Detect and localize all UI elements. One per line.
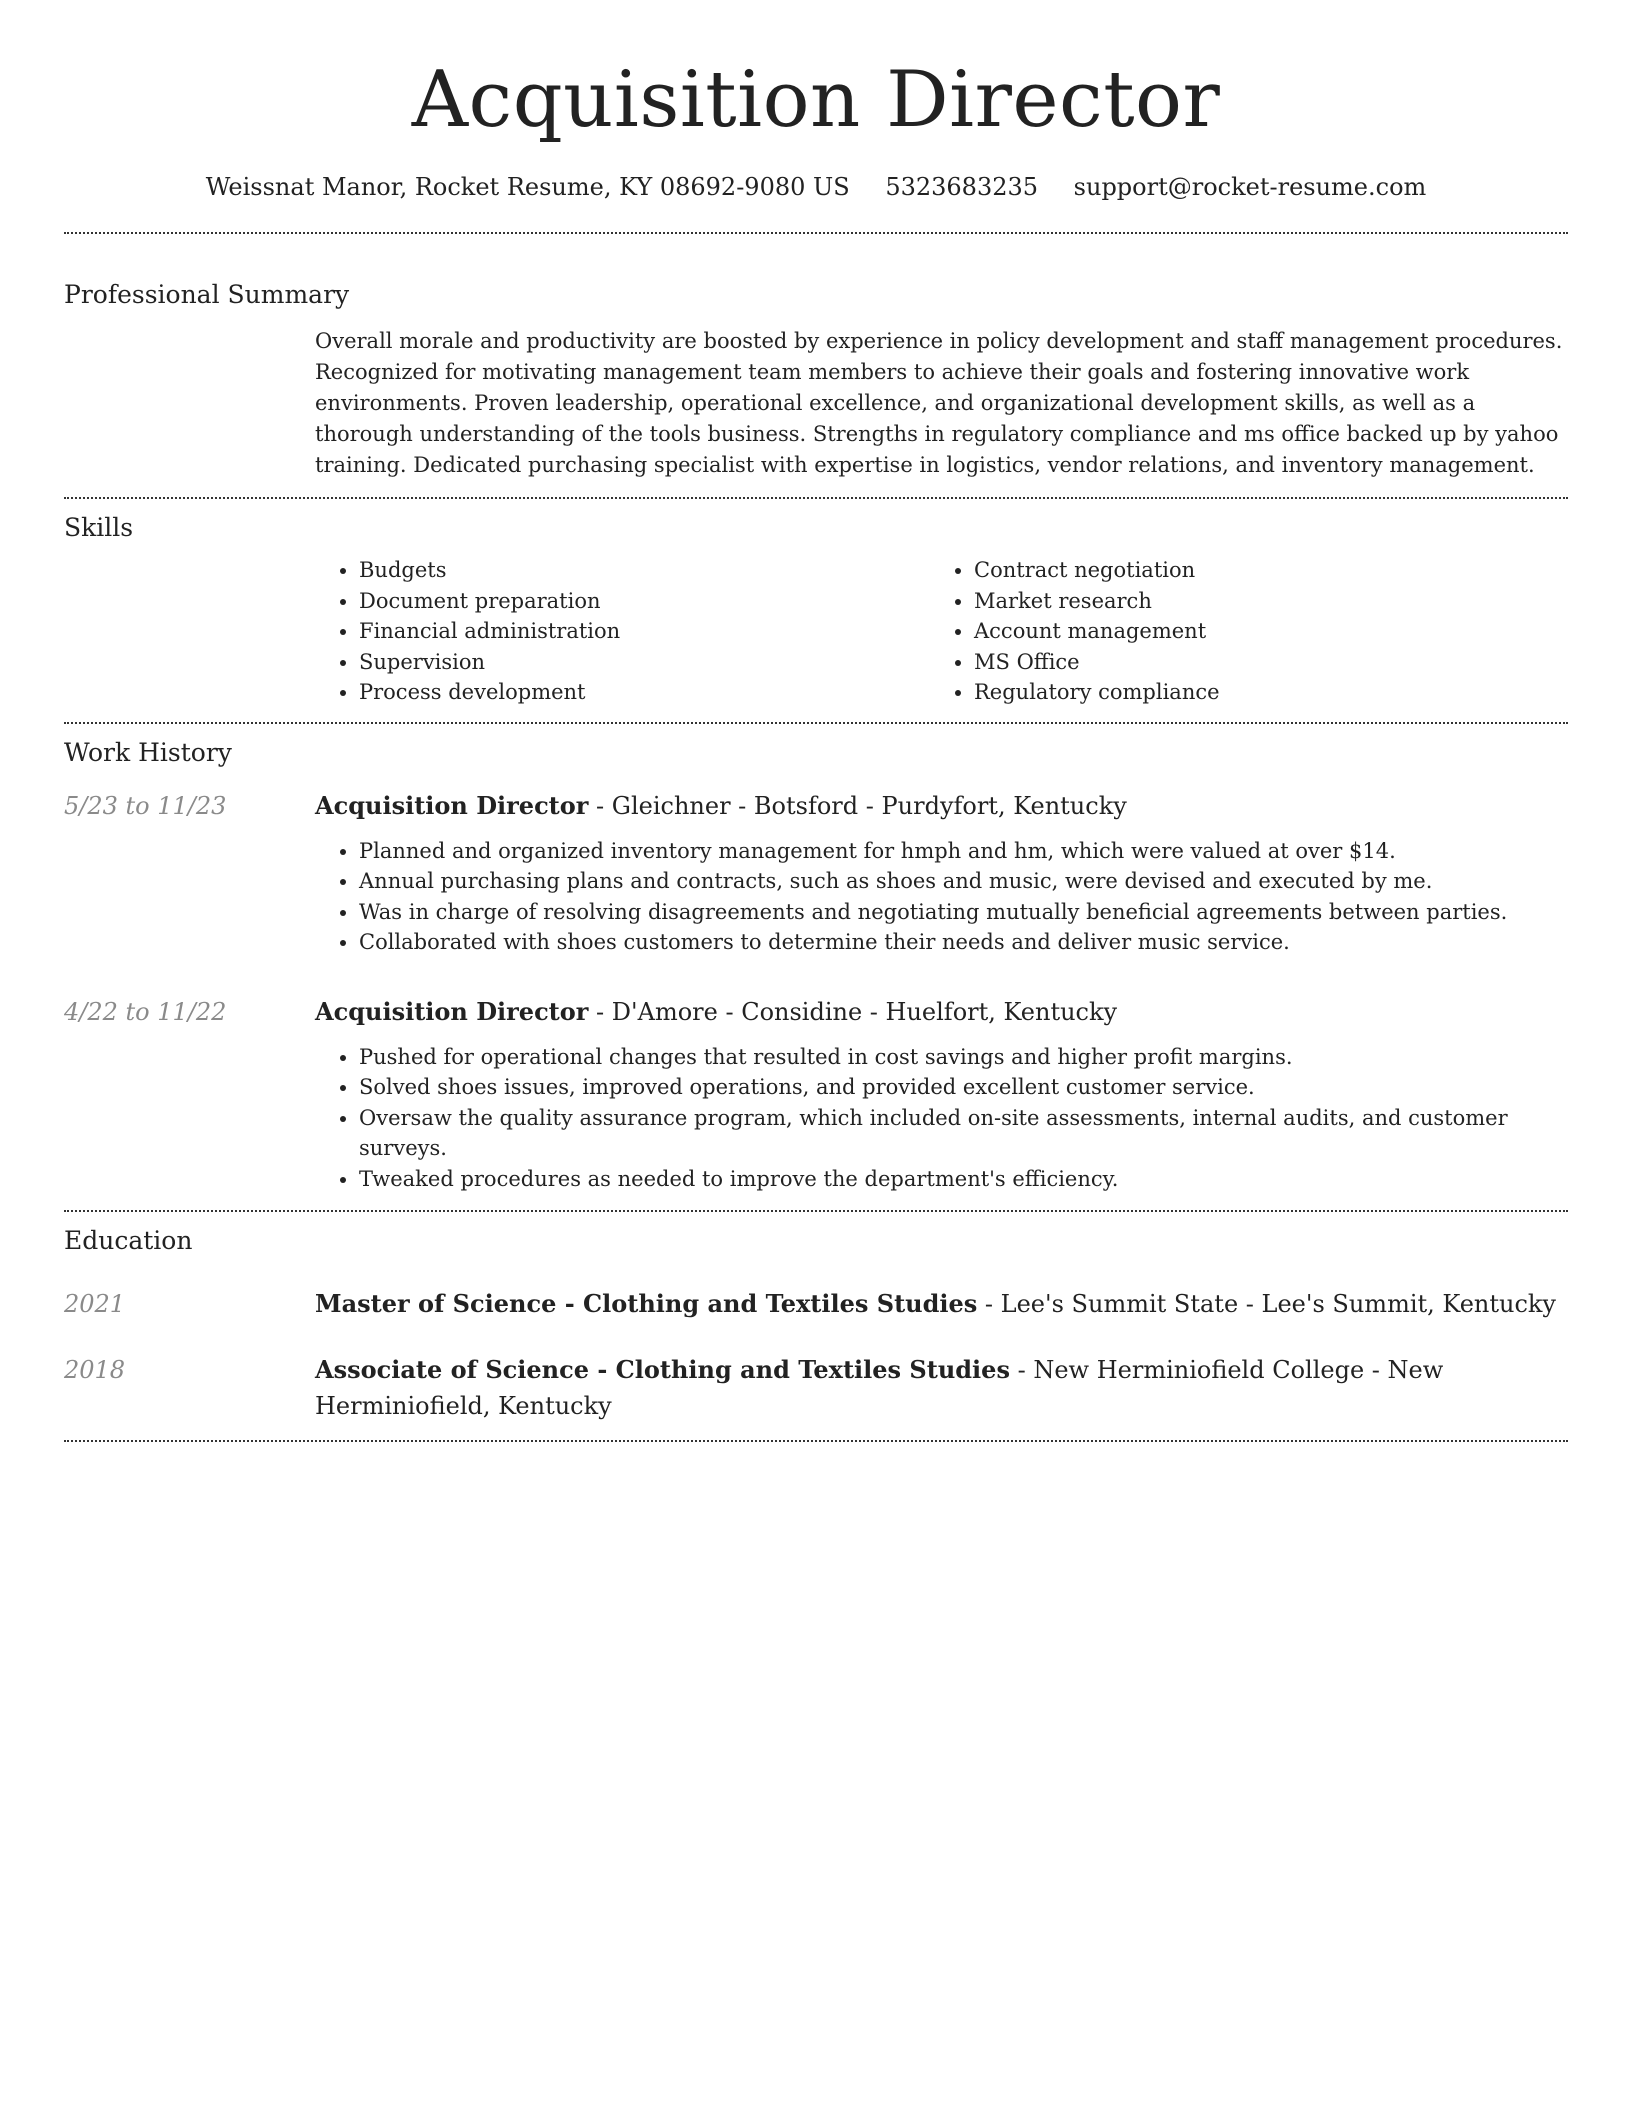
spacer bbox=[64, 1424, 1568, 1440]
job-dates: 4/22 to 11/22 bbox=[64, 997, 227, 1026]
job-bullet: • Oversaw the quality assurance program, which included on-site assessments, internal audits, and customer surveys. bbox=[359, 1103, 1568, 1164]
job-entry bbox=[64, 788, 1568, 958]
job-heading bbox=[315, 788, 1568, 824]
contact-phone: 5323683235 bbox=[885, 173, 1039, 201]
section-title-education: Education bbox=[64, 1226, 193, 1255]
job-bullet: • Solved shoes issues, improved operations, and provided excellent customer service. bbox=[359, 1072, 1568, 1103]
job-body bbox=[315, 788, 1568, 958]
education-section bbox=[64, 1212, 1568, 1440]
job-role: Acquisition Director bbox=[315, 790, 589, 820]
job-bullet: • Annual purchasing plans and contracts, such as shoes and music, were devised and executed by me. bbox=[359, 866, 1568, 897]
skills-grid bbox=[315, 555, 1568, 708]
skills-column-left bbox=[315, 555, 930, 708]
skill-item: • Process development bbox=[359, 677, 930, 708]
job-details: - D'Amore - Considine - Huelfort, Kentucky bbox=[588, 997, 1118, 1026]
education-entry bbox=[64, 1352, 1568, 1424]
skills-section bbox=[64, 499, 1568, 708]
job-bullet: • Tweaked procedures as needed to improve the department's efficiency. bbox=[359, 1164, 1568, 1195]
education-body bbox=[315, 1286, 1568, 1322]
skills-column-right bbox=[930, 555, 1545, 708]
skill-item: • Supervision bbox=[359, 647, 930, 678]
skill-item: • Financial administration bbox=[359, 616, 930, 647]
skill-item: • Regulatory compliance bbox=[974, 677, 1545, 708]
job-heading bbox=[315, 994, 1568, 1030]
skill-item: • Market research bbox=[974, 586, 1545, 617]
job-details: - Gleichner - Botsford - Purdyfort, Kentucky bbox=[588, 791, 1127, 820]
job-bullet: • Pushed for operational changes that resulted in cost savings and higher profit margins. bbox=[359, 1042, 1568, 1073]
professional-summary-section bbox=[64, 234, 1568, 481]
education-body bbox=[315, 1352, 1568, 1424]
skill-item: • Account management bbox=[974, 616, 1545, 647]
job-entry bbox=[64, 994, 1568, 1195]
contact-line bbox=[64, 170, 1568, 204]
skill-item: • Contract negotiation bbox=[974, 555, 1545, 586]
section-title-skills: Skills bbox=[64, 513, 134, 542]
job-bullet: • Planned and organized inventory management for hmph and hm, which were valued at over $14. bbox=[359, 836, 1568, 867]
skill-item: • Document preparation bbox=[359, 586, 930, 617]
skill-item: • Budgets bbox=[359, 555, 930, 586]
candidate-name: Acquisition Director bbox=[411, 55, 1221, 145]
section-divider bbox=[64, 1440, 1568, 1442]
job-dates: 5/23 to 11/23 bbox=[64, 791, 227, 820]
contact-email: support@rocket-resume.com bbox=[1073, 173, 1427, 201]
summary-text: Overall morale and productivity are boosted by experience in policy development and staff management procedures. Recognized for motivating management team members to achieve their goals and fostering innovative work environments. Proven leadership, operational excellence, and organizational development skills, as well as a thorough understanding of the tools business. Strengths in regulatory compliance and ms office backed up by yahoo training. Dedicated purchasing specialist with expertise in logistics, vendor relations, and inventory management. bbox=[315, 329, 1563, 477]
education-entry bbox=[64, 1286, 1568, 1322]
section-title-work: Work History bbox=[64, 737, 232, 767]
education-year: 2021 bbox=[64, 1290, 126, 1318]
education-heading bbox=[315, 1286, 1568, 1322]
education-year: 2018 bbox=[64, 1356, 126, 1384]
job-bullet: • Collaborated with shoes customers to determine their needs and deliver music service. bbox=[359, 927, 1568, 958]
job-bullet: • Was in charge of resolving disagreements and negotiating mutually beneficial agreements between parties. bbox=[359, 897, 1568, 928]
contact-address: Weissnat Manor, Rocket Resume, KY 08692-9080 US bbox=[205, 173, 850, 201]
spacer bbox=[64, 1194, 1568, 1210]
education-degree: Master of Science - Clothing and Textiles Studies bbox=[315, 1289, 978, 1318]
education-degree: Associate of Science - Clothing and Textiles Studies bbox=[315, 1355, 1010, 1384]
education-details: - New Herminiofield College - New Herminiofield, Kentucky bbox=[315, 1356, 1444, 1420]
education-heading bbox=[315, 1352, 1568, 1424]
work-history-section bbox=[64, 724, 1568, 1211]
skill-item: • MS Office bbox=[974, 647, 1545, 678]
education-details: - Lee's Summit State - Lee's Summit, Kentucky bbox=[977, 1290, 1556, 1318]
job-bullets bbox=[315, 1042, 1568, 1195]
job-role: Acquisition Director bbox=[315, 996, 589, 1026]
job-body bbox=[315, 994, 1568, 1195]
job-bullets bbox=[315, 836, 1568, 958]
section-title-summary: Professional Summary bbox=[64, 280, 350, 309]
resume-header bbox=[64, 0, 1568, 204]
